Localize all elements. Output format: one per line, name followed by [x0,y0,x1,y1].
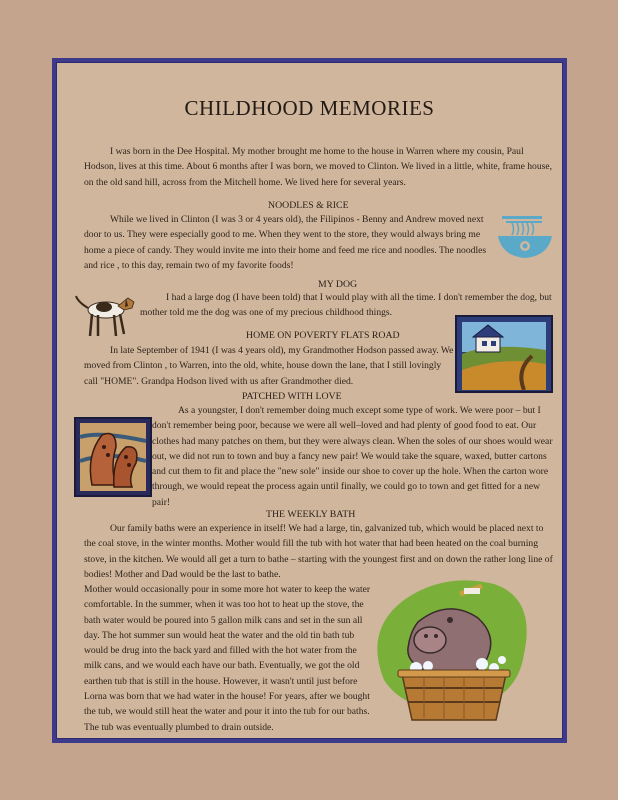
hippo-bath-icon [364,570,532,730]
heading-dog: MY DOG [318,279,358,290]
heading-home: HOME ON POVERTY FLATS ROAD [246,330,400,341]
bath-paragraph-top: Our family baths were an experience in itself! We had a large, tin, galvanized tub, which would be placed next to the coal stove, in the winter months. Mother would fill the tub with hot water that had been heated on the coal burning stove, in the kitchen. We would all get a turn to bathe – starting with the youngest first and on down the rather long line of bodies! Mother and Dad would be the last to bathe. [84,523,553,580]
noodles-paragraph: While we lived in Clinton (I was 3 or 4 years old), the Filipinos - Benny and Andrew moved next door to us. They were especially good to me. When they went to the store, they would always bring me home a piece of candy. They would invite me into their home and feed me rice and noodles. The noodles and rice , to this day, remain two of my favorite foods! [84,214,487,271]
farmhouse-landscape-icon [454,314,554,394]
dog-paragraph: I had a large dog (I have been told) that I would play with all the time. I don't remember the dog, but mother told me the dog was one of my precious childhood things. [140,292,552,319]
page-frame [52,58,567,743]
home-paragraph: In late September of 1941 (I was 4 years old), my Grandmother Hodson passed away. We moved from Clinton , to Warren, into the old, white, house down the lane, that I still lovingly call "HOME". Grandpa Hodson lived with us after Grandmother died. [84,345,454,387]
noodle-bowl-icon [492,214,558,262]
bath-paragraph-bottom: Mother would occasionally pour in some more hot water to keep the water comfortable. In the summer, when it was too hot to heat up the stove, the bath water would be poured into 5 gallon milk cans and set in the sun all day. The hot summer sun would heat the water and the old tin bath tub would be drug into the back yard and filled with the hot water from the milk cans, and we would each have our bath. Eventually, we got the old earthen tub that is still in the house. However, it wasn't until just before Lorna was born that we had water in the house! For years, after we bought the tub, we would still heat the water and pour it into the tub for our baths. The tub was eventually plumbed to drain outside. [84,584,371,733]
page-title: CHILDHOOD MEMORIES [184,96,435,120]
patched-paragraph: As a youngster, I don't remember doing much except some type of work. We were poor – but I don't remember being poor, because we were all well–loved and had plenty of good food to eat. Our clothes had many patches on them, but they were always clean. When the soles of our shoes would wear out, we did not run to town and buy a fancy new pair! We would take the square, waxed, butter cartons and cut them to fit and place the "new sole" inside our shoe to cover up the hole. When the carton wore through, we would repeat the process again until finally, we could go to town and get fitted for a new pair! [152,405,553,508]
worn-shoes-icon [74,417,152,497]
heading-bath: THE WEEKLY BATH [266,509,356,520]
intro-paragraph: I was born in the Dee Hospital. My mother brought me home to the house in Warren where my cousin, Paul Hodson, lives at this time. About 6 months after I was born, we moved to Clinton. We lived in a little, white, frame house, on the old sand hill, across from the Mitchell home. We lived here for several years. [84,146,553,188]
heading-patched: PATCHED WITH LOVE [242,391,342,402]
dog-icon [74,284,140,340]
heading-noodles: NOODLES & RICE [268,200,349,211]
